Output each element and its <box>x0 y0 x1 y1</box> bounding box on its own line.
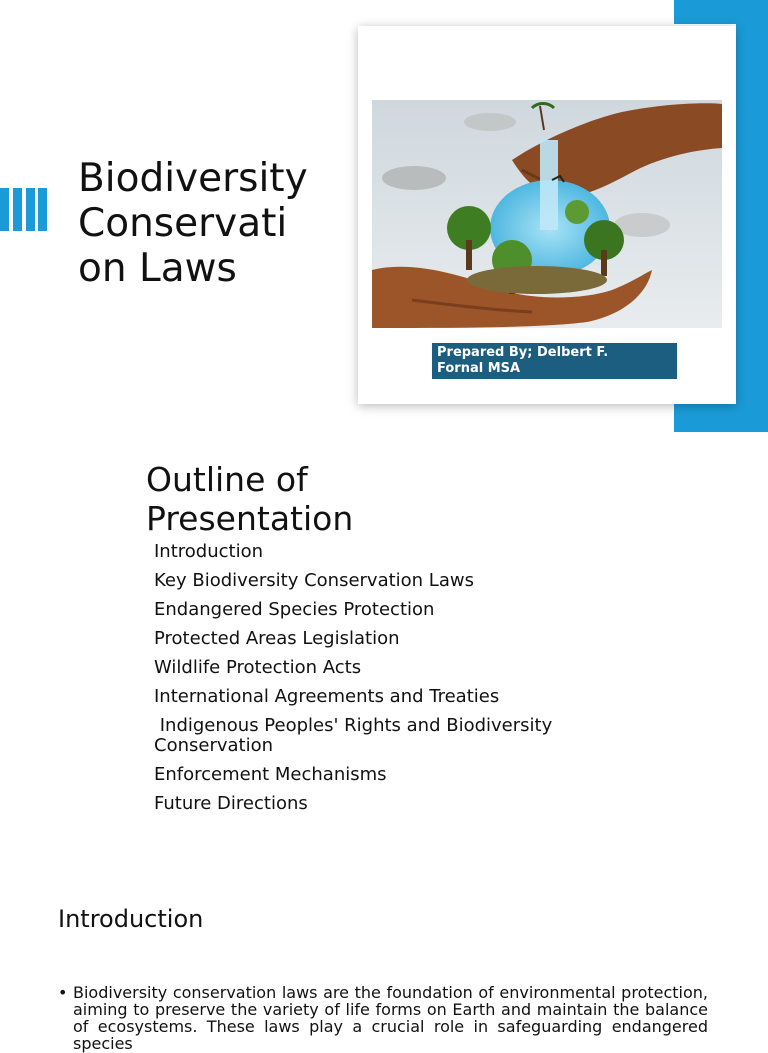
list-item: Indigenous Peoples' Rights and Biodiversity Conservation <box>154 715 558 756</box>
hands-holding-earth-ecosystem-icon <box>372 100 722 328</box>
title-slide <box>0 0 768 432</box>
list-item: Enforcement Mechanisms <box>154 764 387 785</box>
introduction-title: Introduction <box>58 905 204 933</box>
prepared-by-label: Prepared By; Delbert F. Fornal MSA <box>432 343 677 379</box>
outline-list <box>154 542 634 823</box>
photo-card <box>358 26 736 404</box>
slide-title: Biodiversity Conservati on Laws <box>78 156 308 291</box>
list-item: International Agreements and Treaties <box>154 686 500 707</box>
list-item: Key Biodiversity Conservation Laws <box>154 570 474 591</box>
list-item: Introduction <box>154 541 264 562</box>
outline-slide <box>0 432 768 864</box>
list-item: Future Directions <box>154 793 308 814</box>
list-item: Protected Areas Legislation <box>154 628 400 649</box>
introduction-slide <box>0 864 768 1053</box>
introduction-body <box>58 984 708 1052</box>
introduction-text: Biodiversity conservation laws are the foundation of environmental protection, aiming to preserve the variety of life forms on Earth and maintain the balance of ecosystems. These laws play a crucial role in safeguarding endangered species <box>73 983 708 1053</box>
outline-title: Outline of Presentation <box>146 460 354 538</box>
bullet-icon: • <box>58 983 68 1002</box>
hands-earth-image <box>372 100 722 328</box>
list-item: Endangered Species Protection <box>154 599 435 620</box>
list-item: Wildlife Protection Acts <box>154 657 362 678</box>
